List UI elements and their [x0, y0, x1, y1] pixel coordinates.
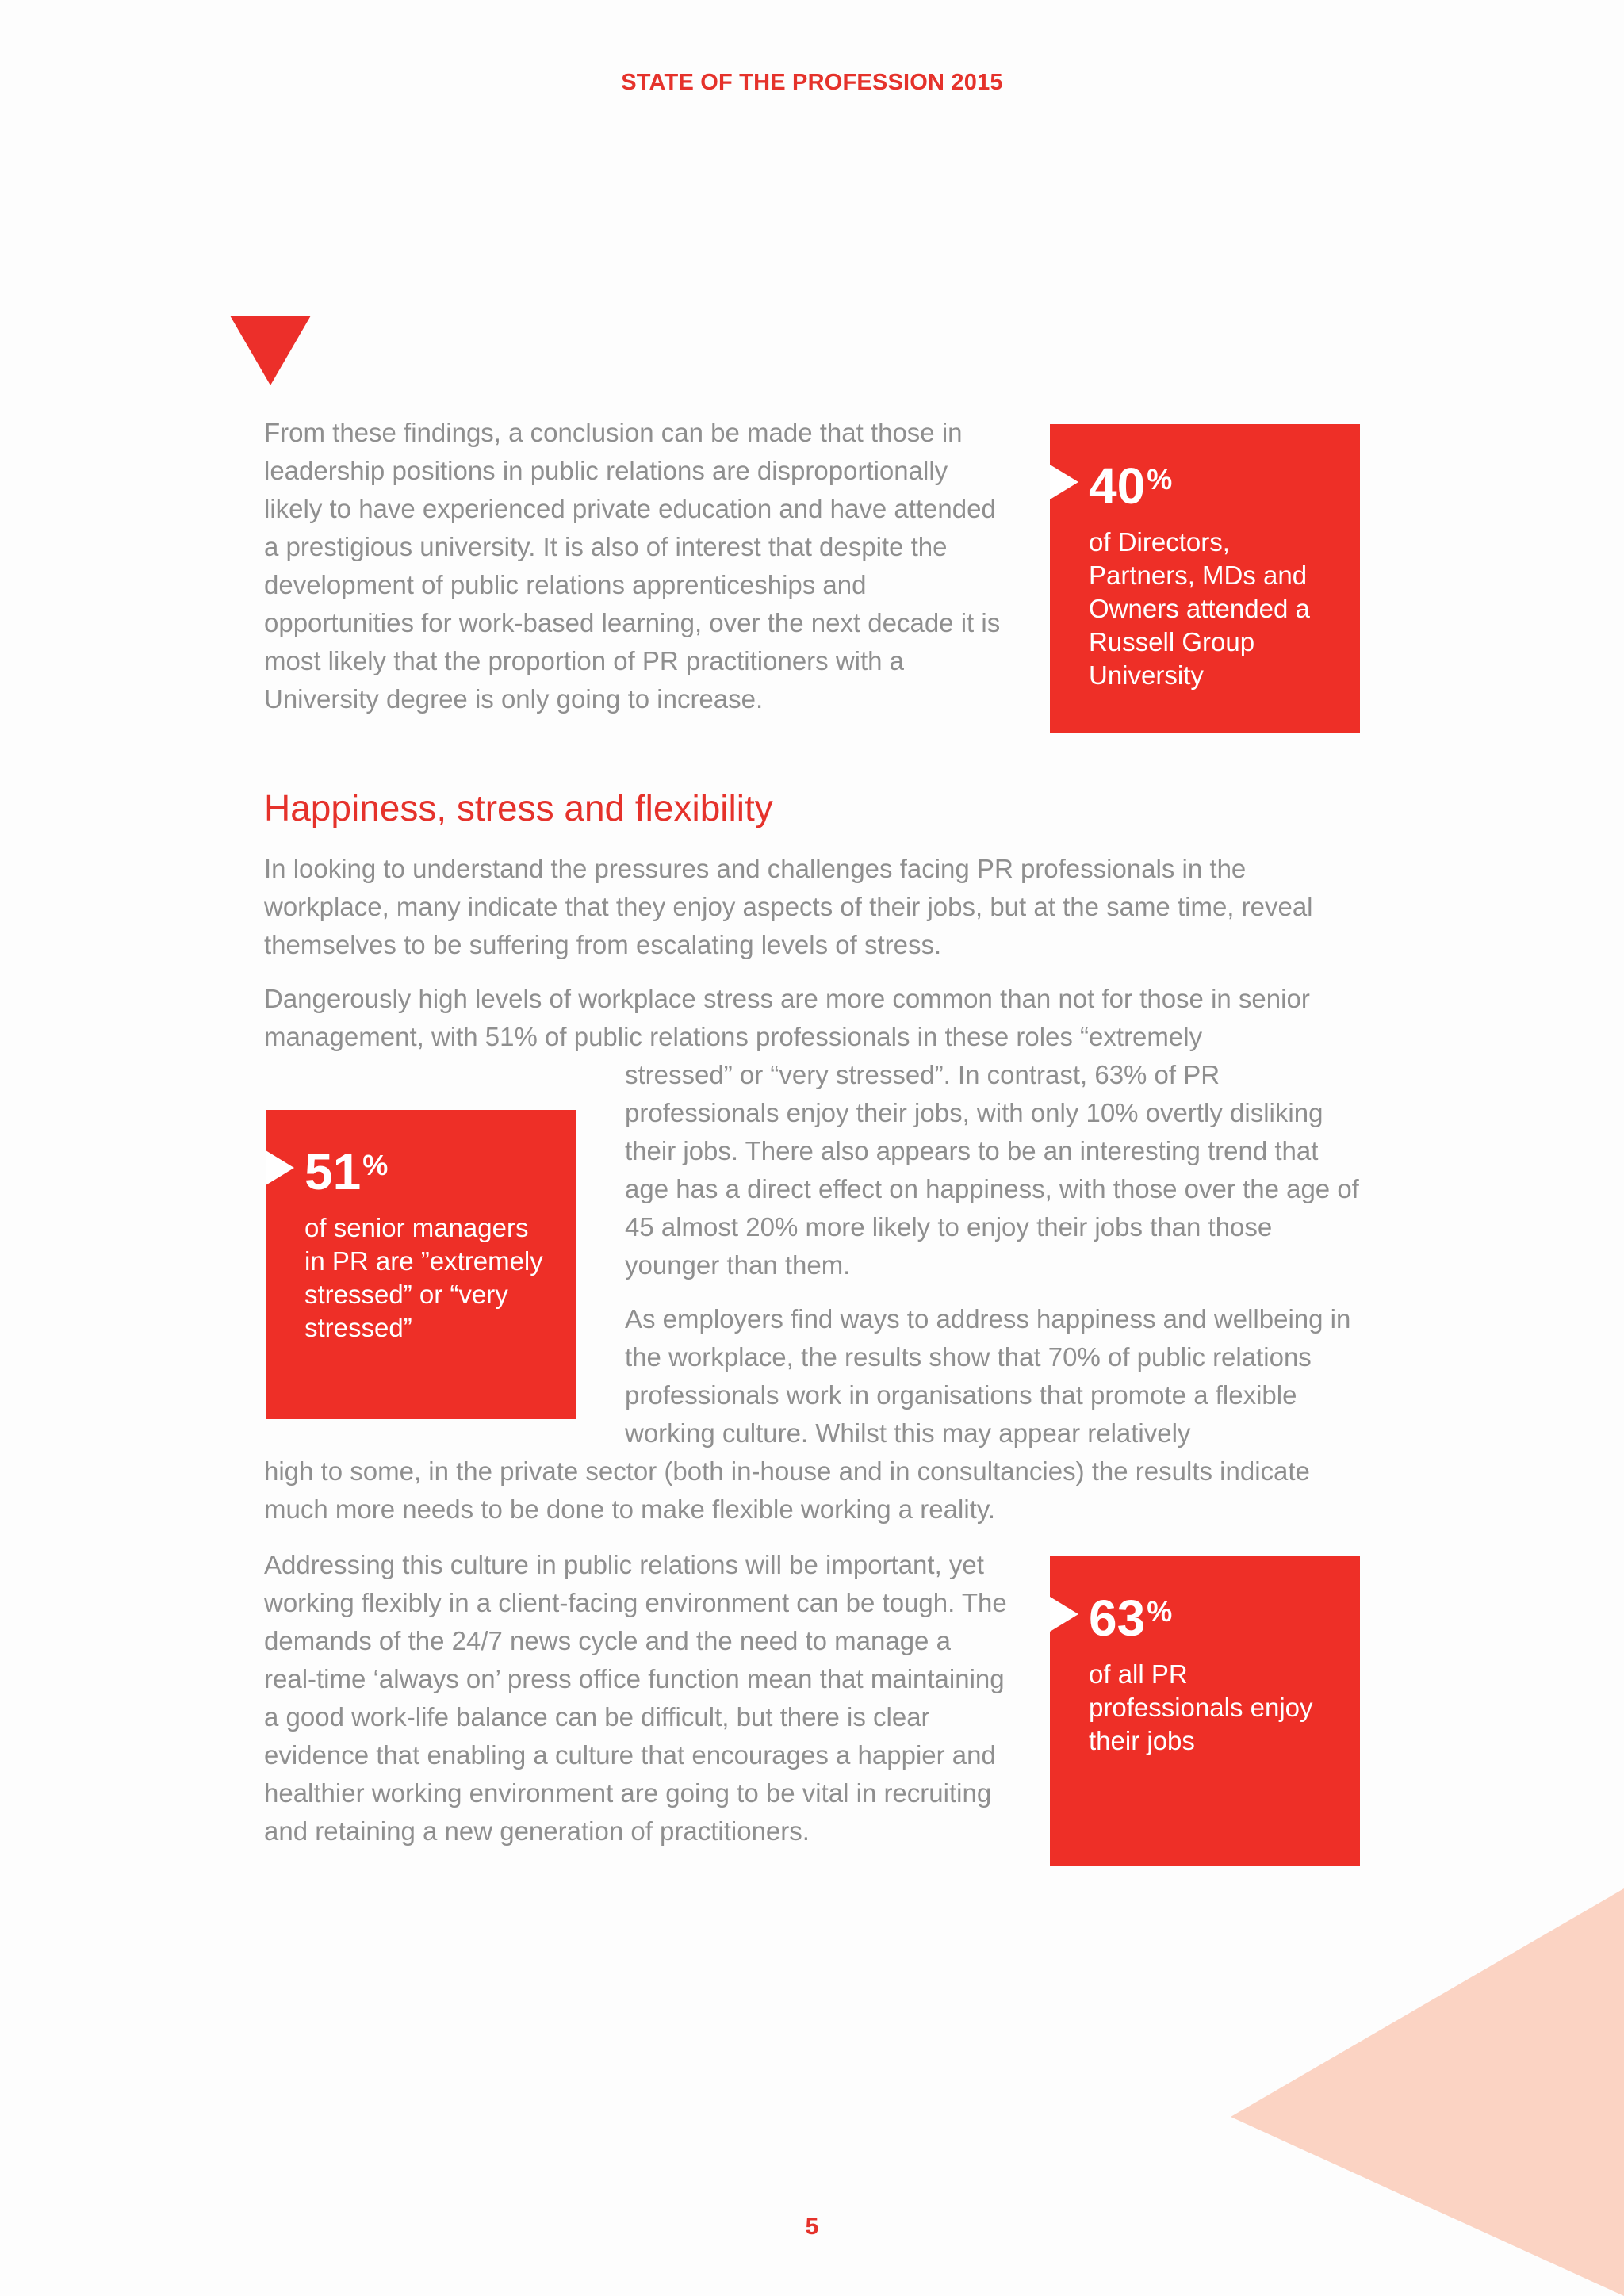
paragraph-pressures: In looking to understand the pressures and challenges facing PR professionals in the workplace, many indicate that they enjoy aspects of their jobs, but at the same time, reveal themselves to be suffering from escalating levels of stress. [264, 854, 1313, 959]
stat-value-number: 51 [304, 1143, 362, 1200]
paragraph-addressing-culture: Addressing this culture in public relations will be important, yet working flexibly in a client-facing environment can be tough. The demands of the 24/7 news cycle and the need to manage a real-time ‘always on’ press office function mean that maintaining a good work-life balance can be difficult, but there is clear evidence that enabling a culture that encourages a happier and healthier working environment are going to be vital in recruiting and retaining a new generation of practitioners. [264, 1550, 1007, 1846]
section-heading: Happiness, stress and flexibility [264, 787, 773, 828]
stat-value-unit: % [362, 1149, 389, 1181]
stat-caption: of all PR professionals enjoy their jobs [1089, 1659, 1313, 1755]
stat-value-unit: % [1147, 1595, 1173, 1628]
stat-value-unit: % [1147, 463, 1173, 496]
paragraph-stress-continued: stressed” or “very stressed”. In contrast, 63% of PR professionals enjoy their jobs, with only 10% overtly disliking their jobs. There also appears to be an interesting trend that age has a direct effect on happiness, with those over the age of 45 almost 20% more likely to enjoy their jobs than those younger than them. [625, 1060, 1359, 1280]
page-header-title: STATE OF THE PROFESSION 2015 [621, 70, 1003, 95]
paragraph-stress-intro: Dangerously high levels of workplace stress are more common than not for those in senior management, with 51% of public relations professionals in these roles “extremely [264, 984, 1310, 1051]
stat-value-number: 40 [1089, 457, 1146, 515]
paragraph-flexibility-intro: As employers find ways to address happiness and wellbeing in the workplace, the results show that 70% of public relations professionals work in organisations that promote a flexible working culture. Whilst this may appear relatively [625, 1304, 1351, 1448]
stat-value-number: 63 [1089, 1590, 1146, 1647]
intro-paragraph: From these findings, a conclusion can be made that those in leadership positions in public relations are disproportionally likely to have experienced private education and have attended a prestigious university. It is also of interest that despite the development of public relations apprenticeships and opportunities for work-based learning, over the next decade it is most likely that the proportion of PR practitioners with a University degree is only going to increase. [264, 418, 1001, 714]
stat-caption: of senior managers in PR are ”extremely stressed” or “very stressed” [304, 1213, 543, 1342]
stat-caption: of Directors, Partners, MDs and Owners attended a Russell Group University [1089, 527, 1310, 690]
paragraph-flexibility-continued: high to some, in the private sector (both in-house and in consultancies) the results indicate much more needs to be done to make flexible working a reality. [264, 1456, 1310, 1524]
page-number: 5 [805, 2214, 819, 2240]
